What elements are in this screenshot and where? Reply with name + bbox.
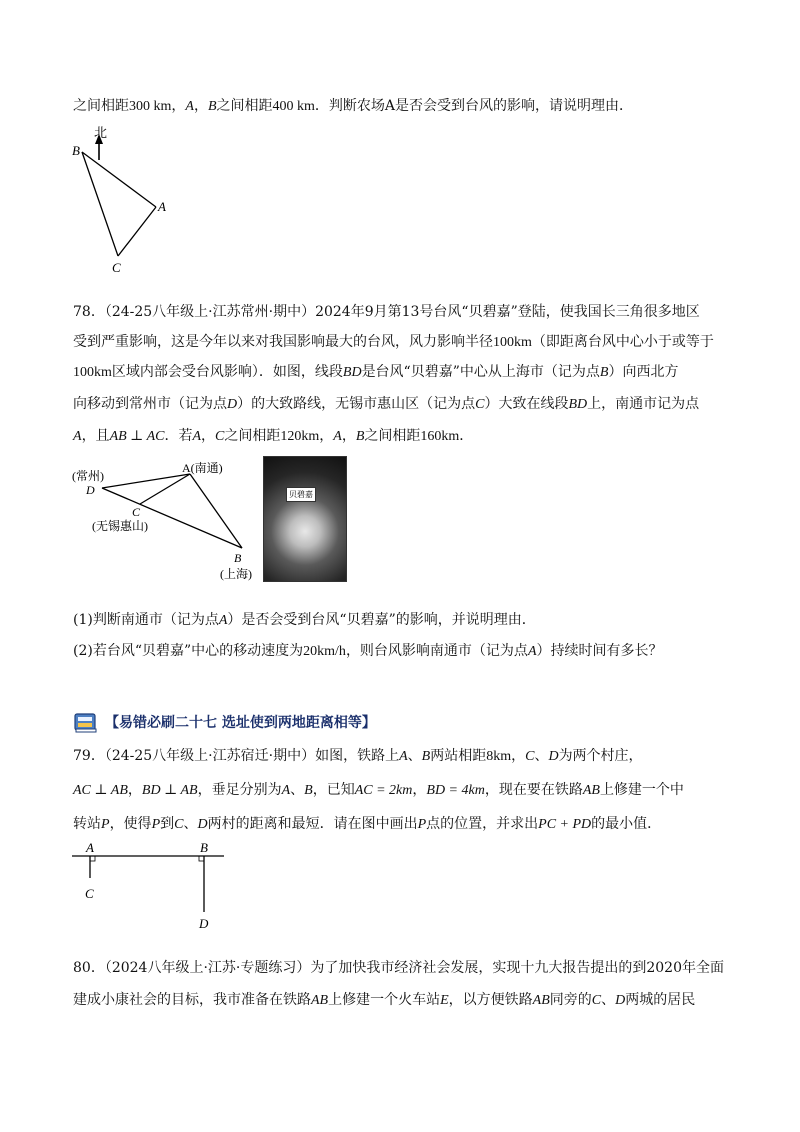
right-angle-mark-a [90, 856, 95, 861]
q78-sub-question-2: (2)若台风“贝碧嘉”中心的移动速度为20km/h，则台风影响南通市（记为点A）持续时间有多长？ [73, 643, 663, 659]
q78-line-4: 向移动到常州市（记为点D）的大致路线，无锡市惠山区（记为点C）大致在线段BD上，南通市记为点 [73, 396, 700, 412]
point-c-label: C [85, 886, 94, 901]
book-icon [73, 710, 99, 734]
point-c-label: C [112, 260, 121, 275]
point-a-label: A [86, 840, 94, 855]
label-changzhou: (常州) [72, 469, 104, 483]
typhoon-satellite-image [263, 456, 347, 582]
point-b-label: B [200, 840, 208, 855]
q79-line-2: AC ⊥ AB，BD ⊥ AB，垂足分别为A、B，已知AC = 2km，BD = 4km，现在要在铁路AB上修建一个中 [73, 782, 684, 798]
point-d-label: D [86, 483, 95, 497]
point-b-label: B [72, 143, 80, 158]
q78-line-1: 78．（24-25八年级上·江苏常州·期中）2024年9月第13号台风“贝碧嘉”登陆，使我国长三角很多地区 [73, 304, 700, 320]
label-wuxi: (无锡惠山) [92, 519, 148, 533]
q78-geometry-figure [66, 456, 266, 586]
right-angle-mark-b [199, 856, 204, 861]
q78-line-2: 受到严重影响，这是今年以来对我国影响最大的台风，风力影响半径100km（即距离台风中心小于或等于 [73, 334, 714, 350]
q78-line-3: 100km区域内部会受台风影响）．如图，线段BD是台风“贝碧嘉”中心从上海市（记为点B）向西北方 [73, 364, 679, 380]
section-header [73, 707, 376, 737]
q80-line-2: 建成小康社会的目标，我市准备在铁路AB上修建一个火车站E，以方便铁路AB同旁的C、D两城的居民 [73, 992, 696, 1008]
typhoon-name-label: 贝碧嘉 [286, 487, 316, 502]
segment-da [102, 474, 190, 488]
q78-sub-question-1: (1)判断南通市（记为点A）是否会受到台风“贝碧嘉”的影响，并说明理由． [73, 612, 536, 628]
point-b-label: B [234, 551, 242, 565]
q78-line-5: A，且AB ⊥ AC．若A，C之间相距120km，A，B之间相距160km． [73, 428, 474, 444]
point-d-label: D [199, 916, 209, 931]
side-ac [118, 207, 156, 256]
q77-triangle-figure [60, 120, 190, 280]
side-cb [82, 152, 118, 256]
q80-line-1: 80．（2024八年级上·江苏·专题练习）为了加快我市经济社会发展，实现十九大报告提出的到2020年全面 [73, 960, 724, 976]
label-a-nantong: A(南通) [182, 461, 223, 475]
section-title-text: 【易错必刷二十七 选址使到两地距离相等】 [105, 715, 376, 731]
north-label: 北 [94, 126, 108, 141]
q79-line-1: 79．（24-25八年级上·江苏宿迁·期中）如图，铁路上A、B两站相距8km，C、D为两个村庄， [73, 748, 643, 764]
point-c-label: C [132, 505, 141, 519]
point-a-label: A [158, 199, 166, 214]
side-ba [82, 152, 156, 207]
q79-railway-figure [66, 836, 236, 936]
label-shanghai: (上海) [220, 567, 252, 581]
q79-line-3: 转站P，使得P到C、D两村的距离和最短．请在图中画出P点的位置，并求出PC + PD的最小值． [73, 816, 662, 832]
q77-text-line: 之间相距300 km，A，B之间相距400 km．判断农场A是否会受到台风的影响，请说明理由． [73, 98, 634, 114]
